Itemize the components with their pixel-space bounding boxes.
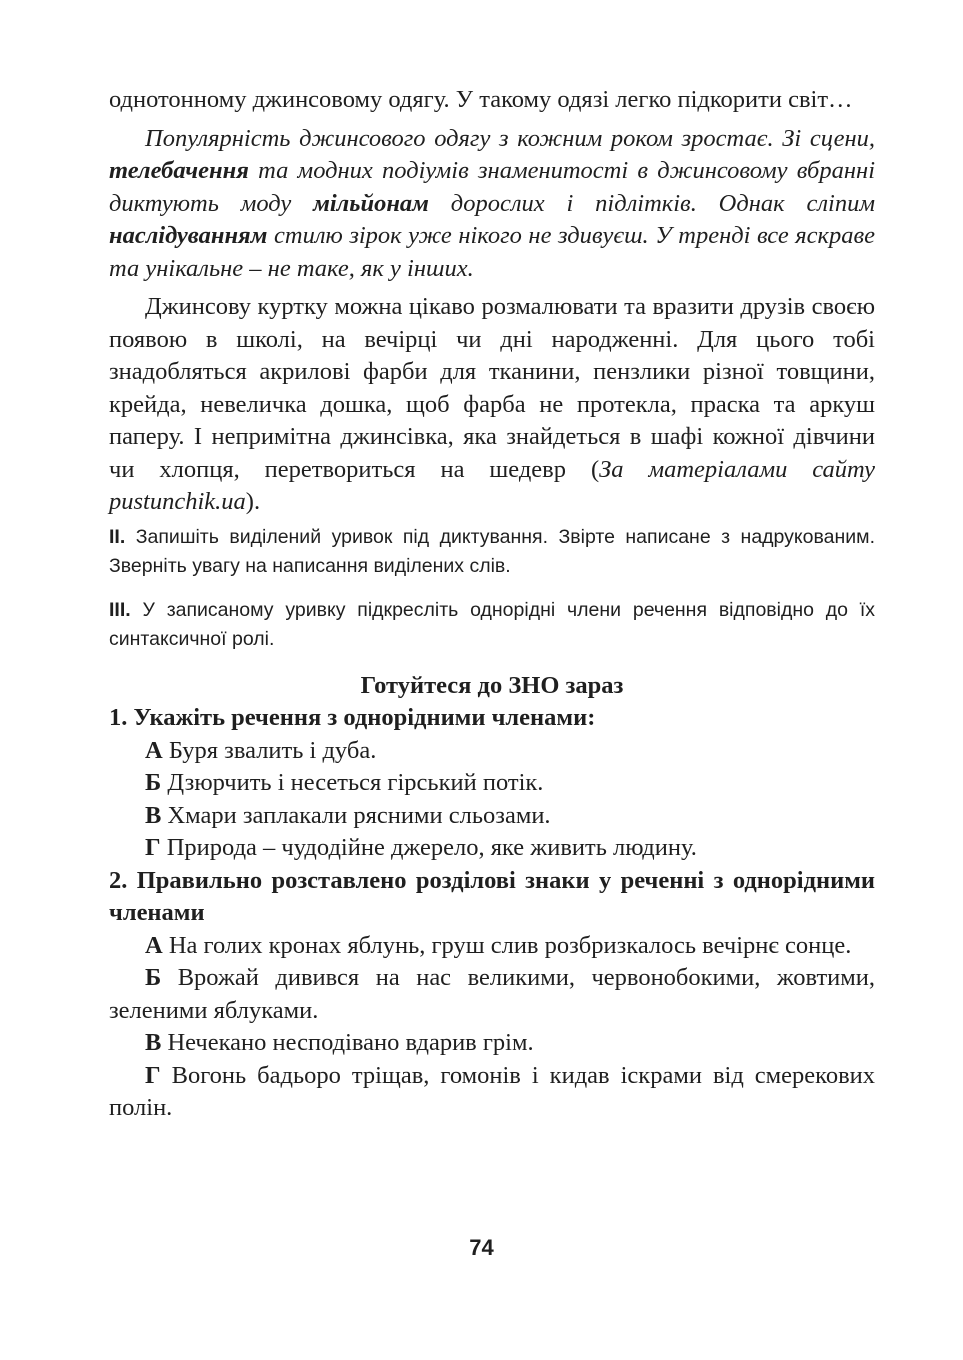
option-letter: Г [145,834,161,861]
question-2-option-d [109,1060,875,1125]
option-letter: Г [145,1061,161,1089]
section-heading: Готуйтеся до ЗНО зараз [360,671,624,699]
paragraph-end: ). [245,488,261,515]
task-number: II. [109,525,126,548]
paragraph-text: однотонному джинсовому одягу. У такому одязі легко підкорити світ… [109,86,853,113]
question-1-title: 1. Укажіть речення з однорідними членами: [109,704,596,731]
highlighted-word-1: телебачення [109,157,249,184]
excerpt-text-4: стилю зірок уже нікого не здивуєш. У тренді все яскраве та унікальне – не таке, як у інших. [109,222,875,282]
question-1-option-c [109,800,875,833]
option-letter: Б [145,769,162,796]
task-2 [109,523,875,581]
option-text: Нечекано несподівано вдарив грім. [161,1029,534,1056]
highlighted-word-3: наслідуванням [109,222,268,249]
option-text: Природа – чудодійне джерело, яке живить людину. [160,834,697,861]
task-3 [109,596,875,654]
question-1-option-a [109,735,875,768]
excerpt-text-2: та модних подіумів знаменитості в джинсовому вбранні диктують моду [109,157,875,217]
question-2-title: 2. Правильно розставлено розділові знаки у реченні з однорідними членами [109,866,875,926]
paragraph-jacket [109,291,875,519]
question-2-option-c [109,1027,875,1060]
page-content [109,84,875,1125]
excerpt-text-3: дорослих і підлітків. Однак сліпим [428,189,875,217]
excerpt-text-1: Популярність джинсового одягу з кожним роком зростає. Зі сцени, [145,124,875,152]
task-text: Запишіть виділений уривок під диктування. Звірте написане з надрукованим. Зверніть увагу на написання виділених слів. [109,525,875,577]
option-letter: А [145,736,163,764]
page-number: 74 [469,1235,494,1260]
option-letter: В [145,801,162,829]
paragraph-dictation-excerpt [109,123,875,286]
task-text: У записаному уривку підкресліть однорідні члени речення відповідно до їх синтаксичної ролі. [109,598,875,650]
option-text: Хмари заплакали рясними сльозами. [161,801,551,829]
option-letter: В [145,1029,162,1056]
option-text: Вогонь бадьоро тріщав, гомонів і кидав іскрами від смерекових полін. [109,1061,875,1121]
question-2-option-a [109,930,875,963]
option-text: Дзюрчить і несеться гірський потік. [161,769,544,796]
question-1-option-b [109,767,875,800]
task-number: III. [109,598,131,621]
source-citation: За матеріалами сайту pustunchik.ua [109,455,875,515]
option-text: Буря звалить і дуба. [162,736,377,764]
option-text: Врожай дивився на нас великими, червонобокими, жовтими, зеленими яблуками. [109,964,875,1024]
question-1-option-d [109,832,875,865]
paragraph-text: Джинсову куртку можна цікаво розмалювати та вразити друзів своєю появою в школі, на вечірці чи дні народженні. Для цього тобі знадобляться акрилові фарби для тканини, пензлики різної товщини, крейда, невеличка дошка, щоб фарба не протекла, праска та аркуш паперу. І непримітна джинсівка, яка знайдеться в шафі кожної дівчини чи хлопця, перетвориться на шедевр ( [109,293,875,483]
highlighted-word-2: мільйонам [313,189,429,217]
question-2-option-b [109,962,875,1027]
option-letter: А [145,931,163,959]
option-letter: Б [145,964,162,991]
paragraph-intro-end [109,84,875,117]
option-text: На голих кронах яблунь, груш слив розбризкалось вечірнє сонце. [162,931,852,959]
